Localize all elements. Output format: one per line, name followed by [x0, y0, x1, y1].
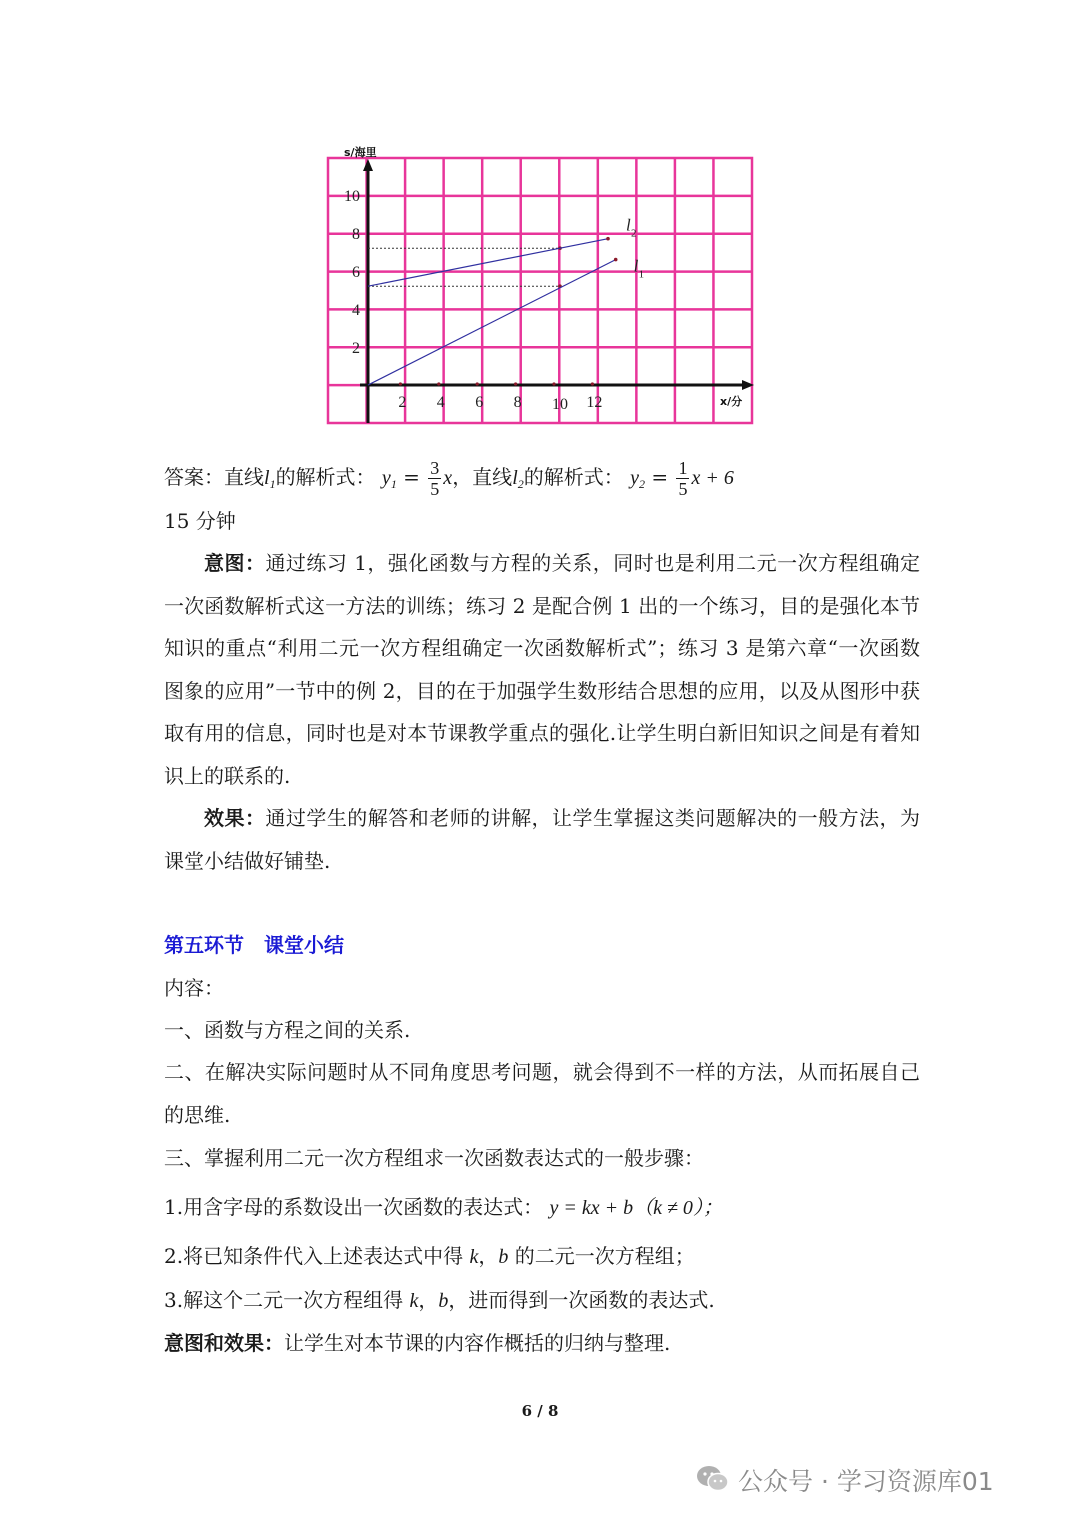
- answer-prefix: 答案：直线: [164, 465, 264, 489]
- y-axis-label: s/海里: [344, 146, 377, 159]
- point-two: 二、在解决实际问题时从不同角度思考问题，就会得到不一样的方法，从而拓展自己的思维.: [164, 1060, 920, 1127]
- step-one-text: 1.用含字母的系数设出一次函数的表达式：: [164, 1195, 544, 1219]
- answer-mid2: 的解析式：: [523, 465, 624, 489]
- intent-paragraph: [164, 542, 920, 797]
- wechat-icon: [696, 1464, 730, 1494]
- effect-paragraph: [164, 797, 920, 882]
- x-axis-label: x/分: [720, 395, 743, 408]
- step-one-formula: y = kx + b（k ≠ 0）；: [549, 1197, 723, 1219]
- step-three-a: 3.解这个二元一次方程组得: [164, 1288, 404, 1312]
- series-label-l2: l: [626, 215, 631, 235]
- step-two-b: b: [498, 1246, 509, 1268]
- step-two-k: k: [469, 1246, 479, 1268]
- step-three-k: k: [409, 1290, 419, 1312]
- answer-comma-line: ，直线: [452, 465, 513, 489]
- y-tick-label: 2: [352, 340, 360, 357]
- equals-1: =: [403, 465, 420, 489]
- series-label-sub-l2: 2: [631, 227, 637, 240]
- fraction-one-fifth: $\frac{1}{5}$: [678, 458, 688, 499]
- x-variable: x: [443, 467, 453, 489]
- y2-symbol: $y_2$: [630, 467, 645, 491]
- axis-dot: [437, 382, 440, 385]
- series-label-l1: l: [633, 256, 639, 276]
- x-tick-label: 4: [436, 394, 445, 411]
- answer-tail: x + 6: [691, 467, 734, 489]
- series-label-sub-l1: 1: [638, 268, 645, 281]
- effect-label: 效果：: [204, 806, 266, 830]
- y-axis-arrow: [363, 159, 373, 171]
- x-tick-label: 10: [552, 396, 568, 413]
- intent-label: 意图：: [204, 551, 266, 575]
- point-one: 一、函数与方程之间的关系.: [164, 1018, 411, 1042]
- axis-dot: [552, 382, 555, 385]
- step-one: [164, 1194, 924, 1221]
- intent-effect-text: 让学生对本节课的内容作概括的归纳与整理.: [284, 1331, 671, 1355]
- intent-text: 通过练习 1，强化函数与方程的关系，同时也是利用二元一次方程组确定一次函数解析式这一方法的训练；练习 2 是配合例 1 出的一个练习，目的是强化本节知识的重点“利用二元一次方程组确定一次函数解析式”；练习 3 是第六章“一次函数图象的应用”一节中的例 2，目的在于加强学生数形结合思想的应用，以及从图形中获取有用的信息，同时也是对本节课教学重点的强化.让学生明白新旧知识之间是有着知识上的联系的.: [164, 551, 920, 788]
- intent-effect-line: [164, 1330, 924, 1356]
- content-label: 内容：: [164, 976, 224, 1000]
- l2-symbol: $l_2$: [512, 467, 524, 491]
- step-three: [164, 1287, 924, 1314]
- step-three-c: ，进而得到一次函数的表达式.: [448, 1288, 715, 1312]
- y-tick-label: 6: [352, 264, 360, 281]
- x-tick-label: 2: [398, 394, 407, 411]
- minutes-line: 15 分钟: [164, 509, 236, 533]
- watermark-text: 公众号 · 学习资源库01: [738, 1467, 994, 1496]
- y-tick-label: 4: [352, 302, 360, 319]
- fraction-three-fifths: $\frac{3}{5}$: [430, 458, 440, 499]
- axis-dot: [514, 382, 517, 385]
- x-tick-label: 8: [513, 394, 522, 411]
- axis-dot: [591, 382, 594, 385]
- point-three: 三、掌握利用二元一次方程组求一次函数表达式的一般步骤：: [164, 1146, 704, 1170]
- step-two-a: 2.将已知条件代入上述表达式中得: [164, 1244, 464, 1268]
- intent-effect-label: 意图和效果：: [164, 1331, 284, 1355]
- equals-2: =: [651, 465, 669, 489]
- answer-mid1: 的解析式：: [275, 465, 376, 489]
- y-tick-label: 8: [352, 226, 360, 243]
- grid-frame: [328, 158, 752, 423]
- x-tick-label: 12: [586, 394, 603, 411]
- step-two: [164, 1243, 924, 1270]
- axis-dot: [476, 382, 479, 385]
- series-endpoint-l1: [614, 258, 618, 262]
- y-tick-label: 10: [344, 188, 360, 205]
- axis-dot: [399, 382, 402, 385]
- answer-line: [164, 455, 924, 499]
- x-tick-label: 6: [475, 394, 484, 411]
- step-three-sep: ，: [418, 1288, 439, 1312]
- l1-symbol: $l_1$: [264, 467, 276, 491]
- y1-symbol: $y_1$: [381, 467, 397, 491]
- effect-text: 通过学生的解答和老师的讲解，让学生掌握这类问题解决的一般方法，为课堂小结做好铺垫.: [164, 806, 921, 873]
- distance-time-chart: [320, 145, 760, 430]
- step-two-sep: ，: [478, 1244, 499, 1268]
- series-endpoint-l2: [606, 237, 610, 241]
- page-number: 6 / 8: [521, 1402, 559, 1420]
- section-heading: 第五环节 课堂小结: [164, 933, 344, 957]
- step-two-c: 的二元一次方程组；: [514, 1244, 695, 1268]
- step-three-b: b: [438, 1290, 449, 1312]
